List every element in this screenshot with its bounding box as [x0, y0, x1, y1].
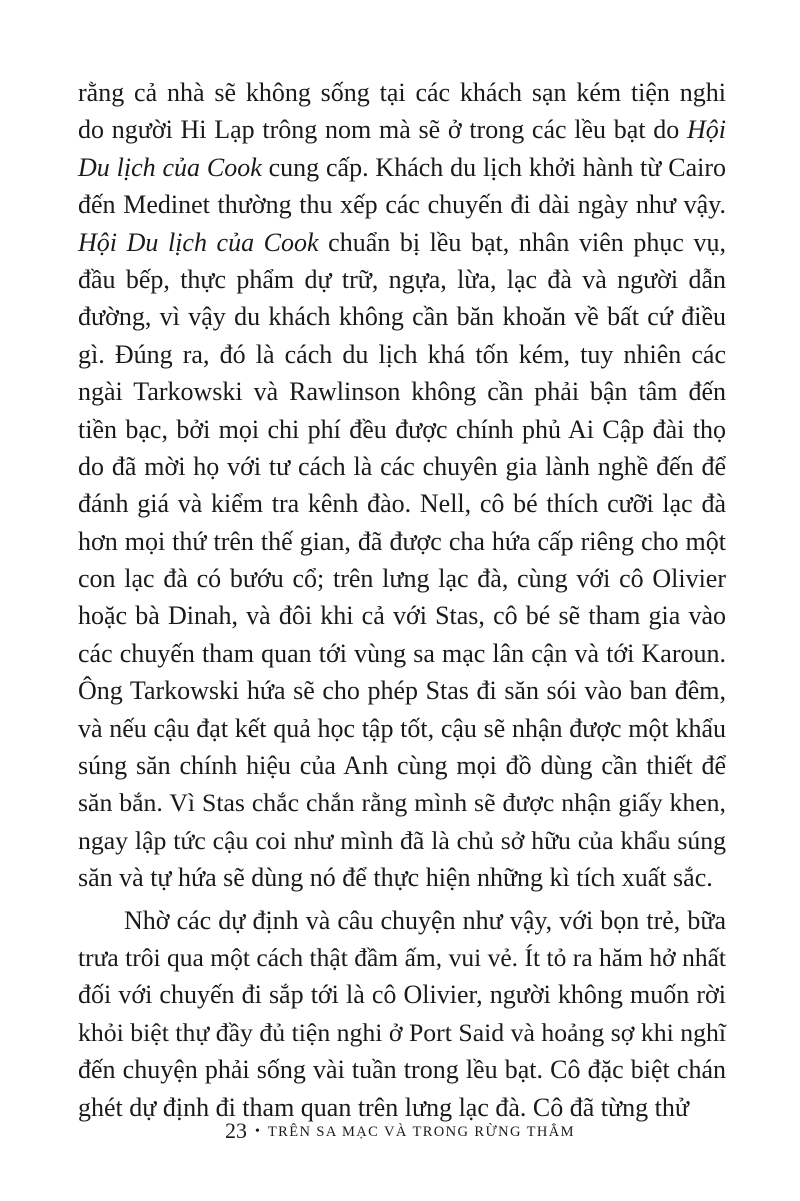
- text-segment: đến chuyện phải sống vài tuần trong lều bạt. Cô đặc biệt chán: [78, 1055, 726, 1085]
- text-segment: săn và tự hứa sẽ dùng nó để thực hiện những kì tích xuất sắc.: [78, 863, 713, 893]
- text-segment: Ông Tarkowski hứa sẽ cho phép Stas đi săn sói vào ban đêm,: [78, 676, 726, 706]
- text-segment: săn bắn. Vì Stas chắc chắn rằng mình sẽ được nhận giấy khen,: [78, 788, 726, 818]
- text-line: [78, 560, 726, 597]
- italic-title-segment: Hội: [687, 115, 726, 145]
- text-line: [78, 74, 726, 111]
- text-segment: trưa trôi qua một cách thật đầm ấm, vui vẻ. Ít tỏ ra hăm hở nhất: [78, 942, 726, 972]
- text-line: [78, 411, 726, 448]
- text-line: [78, 635, 726, 672]
- text-segment: do người Hi Lạp trông nom mà sẽ ở trong các lều bạt do: [78, 115, 687, 145]
- paragraph: [78, 902, 726, 1126]
- text-line: [78, 747, 726, 784]
- text-segment: cung cấp. Khách du lịch khởi hành từ Cairo: [261, 152, 726, 182]
- text-line: [78, 672, 726, 709]
- text-line: [78, 1014, 726, 1051]
- body-text: [78, 74, 726, 1126]
- text-segment: ngay lập tức cậu coi như mình đã là chủ sở hữu của khẩu súng: [78, 825, 726, 855]
- text-line: [78, 784, 726, 821]
- text-line: [78, 149, 726, 186]
- text-line: [78, 224, 726, 261]
- text-line: [78, 859, 726, 896]
- text-segment: các chuyến tham quan tới vùng sa mạc lân cận và tới Karoun.: [78, 638, 726, 668]
- text-line: [78, 261, 726, 298]
- text-line: [78, 523, 726, 560]
- text-segment: đến Medinet thường thu xếp các chuyến đi dài ngày như vậy.: [78, 190, 726, 220]
- text-line: [78, 902, 726, 939]
- text-segment: ngài Tarkowski và Rawlinson không cần phải bận tâm đến: [78, 377, 726, 407]
- text-segment: hơn mọi thứ trên thế gian, đã được cha hứa cấp riêng cho một: [78, 526, 726, 556]
- text-line: [78, 710, 726, 747]
- text-segment: hoặc bà Dinah, và đôi khi cả với Stas, cô bé sẽ tham gia vào: [78, 601, 726, 631]
- text-segment: rằng cả nhà sẽ không sống tại các khách sạn kém tiện nghi: [78, 78, 726, 107]
- text-segment: chuẩn bị lều bạt, nhân viên phục vụ,: [318, 227, 726, 257]
- text-segment: đường, vì vậy du khách không cần băn khoăn về bất cứ điều: [78, 302, 726, 332]
- text-segment: tiền bạc, bởi mọi chi phí đều được chính phủ Ai Cập đài thọ: [78, 414, 726, 444]
- text-segment: do đã mời họ với tư cách là các chuyên gia lành nghề đến để: [78, 451, 726, 481]
- text-segment: gì. Đúng ra, đó là cách du lịch khá tốn kém, tuy nhiên các: [78, 339, 726, 369]
- text-segment: đầu bếp, thực phẩm dự trữ, ngựa, lừa, lạc đà và người dẫn: [78, 264, 726, 294]
- italic-title-segment: Hội Du lịch của Cook: [78, 227, 319, 257]
- page-footer: [0, 1118, 800, 1144]
- text-segment: Nhờ các dự định và câu chuyện như vậy, với bọn trẻ, bữa: [124, 905, 726, 935]
- footer-separator: •: [255, 1124, 260, 1139]
- text-line: [78, 111, 726, 148]
- text-segment: đối với chuyến đi sắp tới là cô Olivier, người không muốn rời: [78, 980, 726, 1010]
- text-segment: ghét dự định đi tham quan trên lưng lạc đà. Cô đã từng thử: [78, 1092, 689, 1122]
- text-segment: súng săn chính hiệu của Anh cùng mọi đồ dùng cần thiết để: [78, 751, 726, 781]
- running-title: TRÊN SA MẠC VÀ TRONG RỪNG THẲM: [267, 1124, 575, 1140]
- page-number: 23: [225, 1118, 248, 1143]
- text-line: [78, 448, 726, 485]
- text-line: [78, 186, 726, 223]
- text-line: [78, 373, 726, 410]
- text-line: [78, 298, 726, 335]
- text-segment: con lạc đà có bướu cổ; trên lưng lạc đà, cùng với cô Olivier: [78, 564, 726, 594]
- text-line: [78, 976, 726, 1013]
- text-segment: đánh giá và kiểm tra kênh đào. Nell, cô bé thích cưỡi lạc đà: [78, 489, 726, 519]
- text-line: [78, 485, 726, 522]
- text-line: [78, 939, 726, 976]
- text-segment: và nếu cậu đạt kết quả học tập tốt, cậu sẽ nhận được một khẩu: [78, 713, 726, 743]
- text-line: [78, 597, 726, 634]
- italic-title-segment: Du lịch của Cook: [78, 152, 262, 182]
- text-segment: khỏi biệt thự đầy đủ tiện nghi ở Port Said và hoảng sợ khi nghĩ: [78, 1017, 726, 1047]
- text-line: [78, 822, 726, 859]
- text-line: [78, 336, 726, 373]
- paragraph: [78, 74, 726, 897]
- text-line: [78, 1051, 726, 1088]
